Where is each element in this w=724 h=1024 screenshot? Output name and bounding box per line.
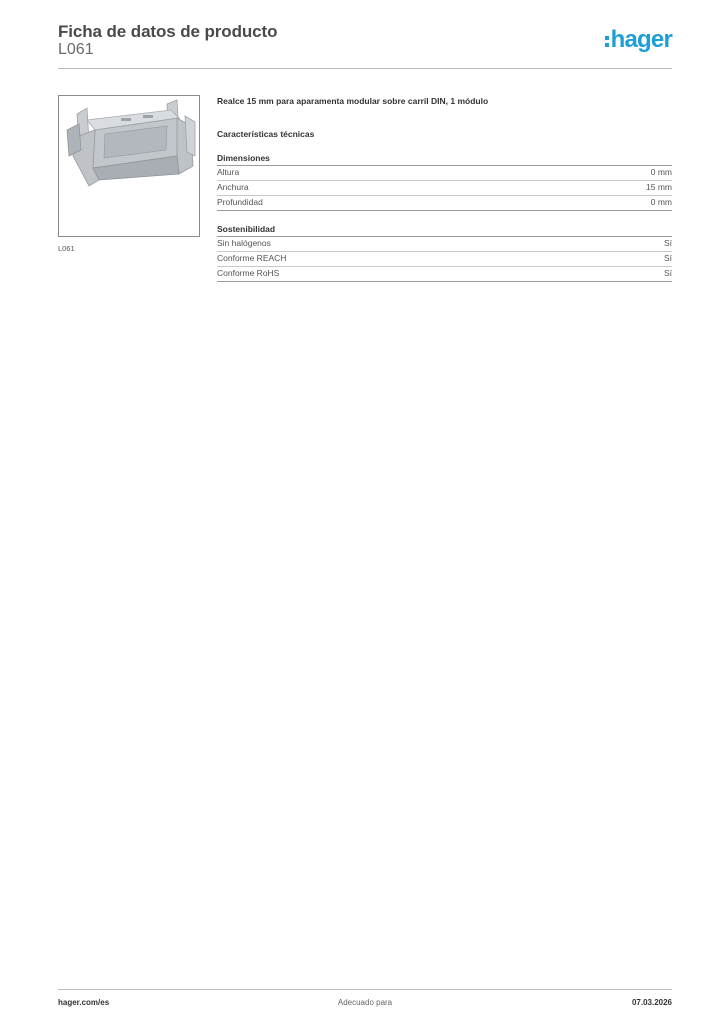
- hager-logo: [605, 28, 672, 52]
- header-divider: [58, 68, 672, 69]
- product-details: [217, 96, 672, 282]
- page-header: [58, 20, 672, 68]
- product-code: L061: [58, 41, 94, 58]
- spec-label: Altura: [217, 167, 240, 177]
- product-image: [58, 95, 200, 237]
- product-description: Realce 15 mm para aparamenta modular sobre carril DIN, 1 módulo: [217, 96, 489, 106]
- spec-label: Sin halógenos: [217, 238, 271, 248]
- spec-row: [217, 166, 672, 181]
- image-caption: L061: [58, 244, 75, 253]
- spec-value: Sí: [663, 253, 672, 263]
- spec-row: [217, 237, 672, 252]
- din-rail-spacer-icon: [59, 96, 199, 236]
- spec-label: Conforme REACH: [217, 253, 287, 263]
- group-heading-sustainability: Sostenibilidad: [217, 224, 672, 237]
- spec-label: Conforme RoHS: [217, 268, 280, 278]
- footer-website-link[interactable]: hager.com/es: [58, 998, 110, 1007]
- spec-value: Sí: [663, 238, 672, 248]
- spec-value: Sí: [663, 268, 672, 278]
- spec-row: [217, 267, 672, 282]
- footer-date: 07.03.2026: [631, 998, 672, 1007]
- spec-row: [217, 196, 672, 211]
- spec-row: [217, 252, 672, 267]
- spec-value: 15 mm: [646, 182, 672, 192]
- logo-text: hager: [610, 26, 672, 53]
- spec-label: Anchura: [217, 182, 249, 192]
- spec-row: [217, 181, 672, 196]
- group-heading-dimensions: Dimensiones: [217, 153, 672, 166]
- spec-value: 0 mm: [650, 197, 672, 207]
- logo-dots-icon: [605, 36, 609, 47]
- spec-value: 0 mm: [650, 167, 672, 177]
- page-footer: [58, 989, 672, 1007]
- section-heading-technical: Características técnicas: [217, 129, 315, 139]
- footer-suitable-for: Adecuado para: [337, 998, 393, 1007]
- document-title: Ficha de datos de producto: [58, 22, 278, 41]
- spec-label: Profundidad: [217, 197, 263, 207]
